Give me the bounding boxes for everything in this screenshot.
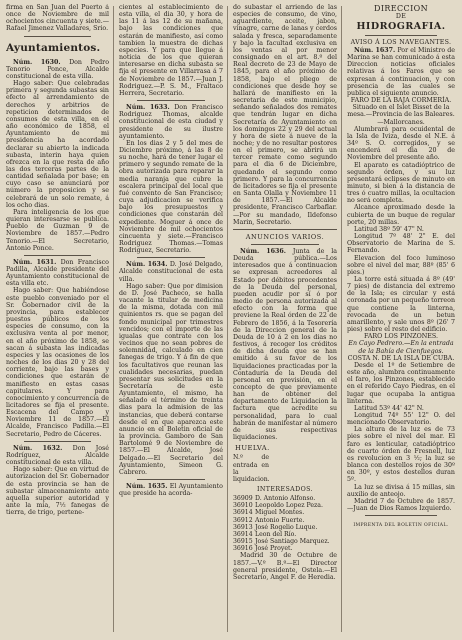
faro-paragraph: Alcance aproximado desde la cubierta de un buque de regular porte, 20 millas. xyxy=(347,204,455,226)
ayuntamientos-heading: Ayuntamientos. xyxy=(6,41,101,54)
huelva-block xyxy=(233,443,337,483)
notice-1631: Núm. 1631. Don Francisco Padilla, Alcalde presidente del Ayuntamiento constitucional de esta villa etc. xyxy=(6,258,109,288)
faro-paragraph: Desde el 1º de Setiembre de este año, alumbra continuamente el faro, los Pinzones, establecido en el referido Cayo Piedras, en el lugar que ocupaba la antigua linterna. xyxy=(347,361,455,405)
column-4 xyxy=(347,4,455,634)
column-divider xyxy=(341,6,342,632)
divider-rule xyxy=(137,479,205,480)
faro-latitude: Latitud 38º 59' 47" N. xyxy=(354,225,424,233)
notice-1635: Núm. 1635. El Ayuntamiento que preside ha acorda- xyxy=(119,483,223,498)
faro-longitude: Longitud 74º 55' 12" O. del mencionado Observatorio. xyxy=(347,411,455,427)
notice-1634-body: Hago saber: Que por dimision de D. José Pacheco, se halla vacante la titular de medicina de la misma, dotada con mil quinientos rs. que se pagan del fondo municipal por trimestres vencidos; con el importe de las igualas que contrate con los vecinos que no sean pobres de solemnidad, calculado en cien fanegas de trigo. Y á fin de que los facultativos que reunan las cualidades necesarias, puedan presentar sus solicitudes en la Secretaría de este Ayuntamiento, el mismo, ha señalado el término de treinta dias para la admision de las instancias, que deberá contarse desde el en que aparezca este anuncio en el Boletin oficial de la provincia. Gamboro de San Bartolomé 9 de Noviembre de 1857.—El Alcalde, José Delgado.—El Secretario del Ayuntamiento, Simeon G. Cabrero. xyxy=(119,282,223,476)
huelva-label: HUELVA. xyxy=(235,444,270,453)
faro-paragraph: Alumbrará para ocuidental de la Isla de Iviza, desde el N.E. á 34º S. O. corregidos, y se encenderá el dia 20 de Noviembre del presente año. xyxy=(347,125,455,162)
column-2 xyxy=(119,4,223,634)
table-row: 36916 José Proyet. xyxy=(233,545,293,553)
faro-latitude: Latitud 53º 44' 42" N. xyxy=(354,404,424,412)
divider-rule xyxy=(24,441,91,442)
notice-1635-continued: do subastar el arriendo de las especies de consumo, de vino, aguardiente, aceite, jabon, vinagre, carne de lanas y cerdos salada y fresca, separadamente y bajo la facultad exclusiva en los ventas al por menor consignado en el art. 8.º del Real decreto de 23 de Mayo de 1845, para el año próximo de 1858, bajo el pliego de condiciones que desde hoy se hallará de manifiesto en la secretaria de este municipio, señando señalados dos remates que tendrán lugar en dicha Secretaría de Ayuntamiento en los domingos 22 y 29 del actual y hora de siete á nueve de la noche; y de no resultar postores en el primero, se abrirá un tercer remate como segundo para el dia 6 de Diciembre, quedando el segundo como primero. Y para la concurrencia de licitadores se fija el presente en Santa Olalla y Noviembre 11 de 1857.—El Alcalde presidente, Francisco Carbaflar.—Por su mandado, Ildefonso Marin, Secretario. xyxy=(233,4,337,226)
faro-paragraph: La altura de la luz es de 73 pies sobre el nivel del mar. El faro es lenticular, catadióptrico de cuarto órden de Fresnell, luz es revolucion en 3 ½; la luz se blanca con destellos rojos de 30º en 30º, y estos destellos duran 5º. xyxy=(347,426,455,484)
divider-rule xyxy=(365,35,437,36)
notice-1630-body: Hago saber: Que celebradas primera y segunda subastas sin efecto al arrendamiento de derechos y arbitrios de repeticion determinados de consumos de esta villa, en el año económico de 1858, el Ayuntamiento de mi presidencia ha acordado declarar su abierto la indicada subasta, interin haya quien ofrezca en la que resta de año las dos terceras partes de la cantidad señalada por base; en cuyo caso se anunciará por número la proposicion y se celebrará de un solo remate, á los ocho dias. xyxy=(6,80,109,209)
notice-1632: Núm. 1632. Don José Rodríguez, Alcalde constitucional de esta villa. xyxy=(6,444,109,467)
notice-1631-body: Hago saber: Que habiéndose este pueblo conveniado por el Sr. Gobernador civil de la provincia, para establecer puestos públicos de los especies de consumo, con la exclusiva venta al por menor, en el año próximo de 1858, se sacan á subasta las indicadas especies y las ocasiones de los noches de los dias 20 y 28 del corriente, bajo las bases y condiciones que estarán de manifiesto en estas casas capitulares. Y para conocimiento y concurrencia de licitadores se fija el presente. Escacena del Campo y Noviembre 11 de 1857.—El Alcalde, Francisco Padilla.—El Secretario, Pedro de Cáceres. xyxy=(6,287,109,438)
table-row: 36915 José Santiago Marquez. xyxy=(233,538,330,546)
de-heading: DE xyxy=(395,13,407,20)
divider-rule xyxy=(233,229,337,230)
liquidacion-column-header: N.º de entrada en la liquidacion. xyxy=(233,454,270,483)
divider-rule xyxy=(137,257,205,258)
divider-rule xyxy=(24,36,91,37)
notice-1634: Núm. 1634. D. José Delgado, Alcalde constitucional de esta villa. xyxy=(119,261,223,283)
table-row: 36912 Antonio Fuerte. xyxy=(233,516,305,524)
faro-longitude: Longitud 7º 48' 2" E. del Observatorio de Marina de S. Fernando. xyxy=(347,233,455,255)
table-row: 36914 Miguel Montes. xyxy=(233,509,305,517)
aviso-subheading: AVISO Á LOS NAVEGANTES. xyxy=(350,39,452,46)
table-row: 36914 Leon del Río. xyxy=(233,530,297,538)
divider-rule xyxy=(251,244,319,245)
faro-paragraph: El aparato es catadióptrico de segundo órden, y su luz presentará eclipses de minuto en minuto, si bien á la distancia de tres ó cuatro millas, la ocultacion no será completa. xyxy=(347,161,455,205)
anuncios-varios-heading: ANUNCIOS VARIOS. xyxy=(245,232,325,241)
column-1 xyxy=(6,4,109,634)
table-row: 36909 D. Antonio Alfonso. xyxy=(233,495,316,503)
column-3 xyxy=(233,4,337,634)
huelva-side xyxy=(233,443,269,483)
table-row: 36910 Leopoldo Lopez Peza. xyxy=(233,502,323,510)
divider-rule xyxy=(137,100,205,101)
notice-1630: Núm. 1630. Don Pedro Tenorio Ponce, Alcalde constitucional de esta villa. xyxy=(6,58,109,80)
interesados-table xyxy=(233,495,337,552)
notice-1633-body: En los dias 2 y 5 del mes de Diciembre próximo, á las 8 de su noche, hará de tener lugar el primero y segundo remate de la obra autorizada para reparar la media naranja que cubre la escalera principal del local que fué convento de San Francisco; cuya adjudicacion se verifica bajo los presupuestos y condiciones que constarán del expediente. Moguer á once de Noviembre de mil ochocientos cincuenta y siete.—Francisco Rodriguez Thomas.—Tomas Rodriguez, Secretario. xyxy=(119,139,223,255)
notice-1636-closing: Madrid 30 de Octubre de 1857.—V.º B.º—El Director general presidente, Ostela.—El Secretario, Angel F. de Heredia. xyxy=(233,552,337,581)
notice-1630-closing: Para inteligencia de los que quieran interesarse se publica. Pueblo de Guzman 9 de Noviembre de 1857.—Pedro Tenorio.—El Secretario, Antonio Ponce. xyxy=(6,208,109,252)
notice-1636: Núm. 1636. Junta de la Deuda pública.—Los interesados que á continuacion se expresan acreedores al Estado por débitos procedentes de la Deuda del personal, pueden acudir por sí ó por medio de persona autorizada al efecto con la forma que previene la Real órden de 22 de Febrero de 1856, á la Tesorería de la Direccion general de la Deuda de 10 á 2 en los dias no festivos, á recoger los créditos de dicha deuda que se han emitido á su favor de los liquidaciones practicadas por la Contaduría de la Deuda del personal en previsión, en el concepto de que previamente han de obtener del departamento de Liquidacion la factura que acredite su personalidad, para lo cual habrán de manifestar al número de sus respectivas liquidaciones. xyxy=(233,248,337,442)
huelva-main xyxy=(269,443,337,483)
faro-paragraph: La torre está situada á 8º (49' 7 pies) de distancia del extremo de la Isla; es circular y está coronada por un pequeño torreon que contiene la linterna, revocada de un betun amarillento, y sale unos 8º (26' 7 pies) sobre el resto del edificio. xyxy=(347,276,455,334)
faro-paragraph: La luz se divisa á 15 millas, sin auxilio de anteojo. xyxy=(347,483,455,498)
costa-heading: COSTA N. DE LA ISLA DE CUBA. xyxy=(347,354,455,362)
faro-pinzones-heading: FARO LOS PINZONES. xyxy=(364,333,438,341)
column-divider xyxy=(227,6,228,632)
divider-rule xyxy=(24,255,91,256)
interesados-heading: INTERESADOS. xyxy=(256,486,314,493)
imprenta-footer: IMPRENTA DEL BOLETIN OFICIAL. xyxy=(353,523,449,529)
faro-paragraph: Elevacion del foco luminoso sobre el nivel del mar, 88º (85' 6 pies.) xyxy=(347,254,455,276)
notice-1637-closing: Madrid 7 de Octubre de 1857.—Juan de Dios Ramos Izquierdo. xyxy=(347,497,455,512)
top-notice: firma en San Juan del Puerto á once de Noviembre de mil ochocientos cincuenta y siete.—Rafael Jimenez Valladares, Srio. xyxy=(6,4,109,33)
table-row: 36913 José Rogelio Luque. xyxy=(233,523,318,531)
notice-1632-continued: cientes al establecimiento de esta villa, el dia 30, y hora de las 11 á las 12 de su mañana, bajo las condiciones que estarán de manifiesto, así como tambien la muestra de dichas especies. Y para que llegue á noticia de los que quieran interesarse en dicha subasta se fija el presente en Villarrasa á 7 de Noviembre de 1857.—Juan J. Rodriguez.—P. S. M., Fraltaco Herrera, Secretario. xyxy=(119,4,223,97)
faro-location: En Cayo Pedrero.—En la entrada de la Bahía de Cienfuegos. xyxy=(348,340,454,355)
notice-1637: Núm. 1637. Por el Ministro de Marina se han comunicado á esta Direccion noticias oficiales relativas á los Faros que se expresan á continuacion, y con presencia de las cuales se publica el siguiente anuncio. xyxy=(347,47,455,97)
faro-baja-heading: FARO DE LA BAJA CORMERÍA. Situado en el Islet Bisset de la mesa.—Provincia de las Baleares.—Mallorcanes. xyxy=(347,97,455,126)
hidrografia-heading: HIDROGRAFIA. xyxy=(356,21,446,32)
notice-1632-body: Hago saber: Que en virtud de autorizacion del Sr. Gobernador de esta provincia se han de subastar almacenamiento ante aquella superior autoridad y ante la mia, 7½ fanegas de tierra, de trigo, pertene- xyxy=(6,466,109,517)
notice-1633: Núm. 1633. Don Francisco Rodriguez Thomas, alcalde constitucional de esta ciudad y presidente de su ilustre ayuntamiento. xyxy=(119,104,223,140)
divider-rule xyxy=(365,515,437,516)
direccion-heading: DIRECCION xyxy=(374,4,428,13)
column-divider xyxy=(113,6,114,632)
